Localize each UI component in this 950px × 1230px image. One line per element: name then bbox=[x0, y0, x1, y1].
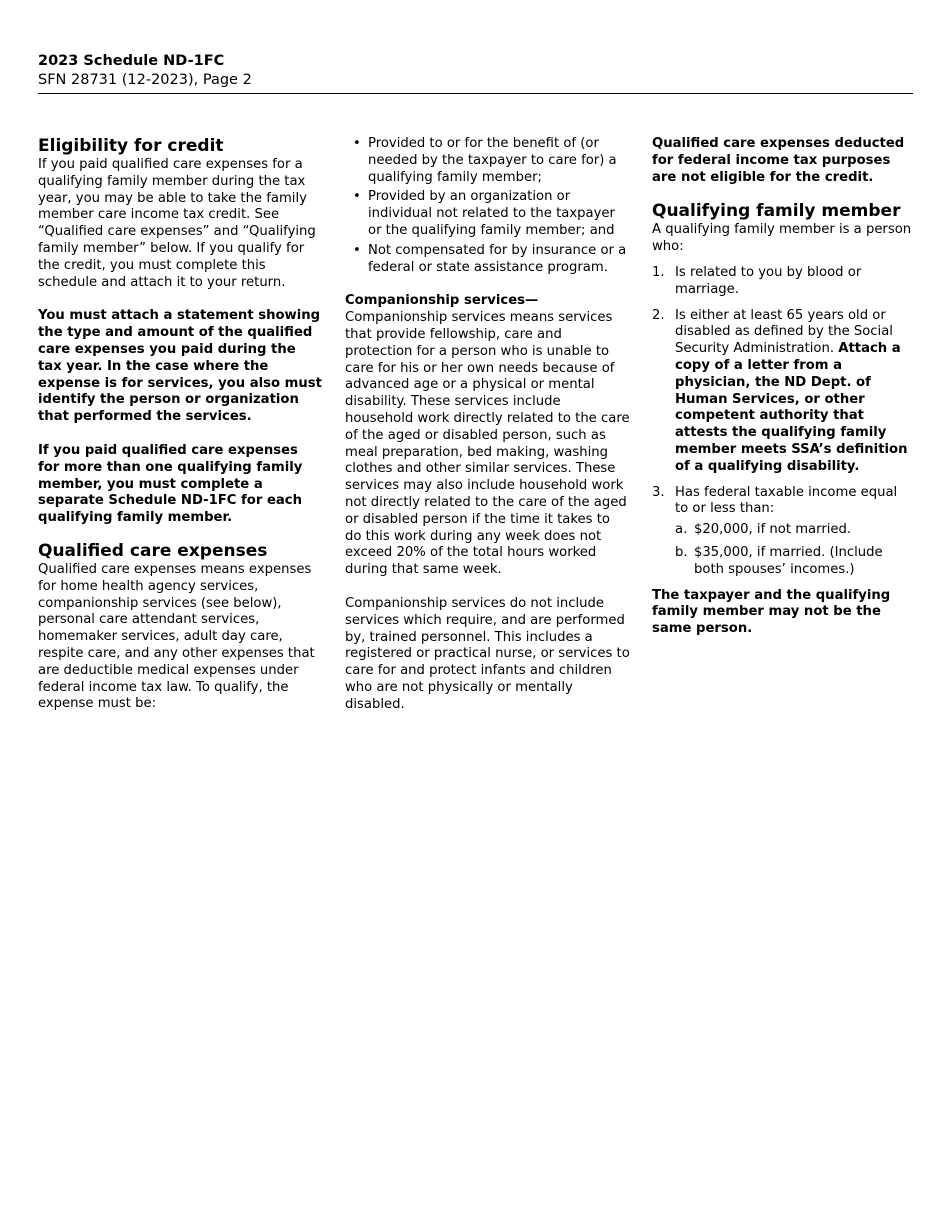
income-threshold-list bbox=[675, 522, 914, 578]
item-text: Is either at least 65 years old or disabled as defined by the Social Security Administration. bbox=[675, 307, 893, 357]
list-item bbox=[345, 136, 630, 186]
criteria-text: Not compensated for by insurance or a federal or state assistance program. bbox=[368, 242, 627, 275]
companionship-dash: — bbox=[525, 293, 539, 309]
item-text: Is related to you by blood or marriage. bbox=[675, 264, 862, 297]
list-item bbox=[652, 308, 914, 476]
list-item bbox=[675, 545, 914, 579]
federal-deduction-note: Qualified care expenses deducted for federal income tax purposes are not eligible for the credit. bbox=[652, 136, 905, 185]
header-divider bbox=[38, 93, 913, 94]
column-3 bbox=[652, 136, 914, 655]
criteria-text: Provided by an organization or individual not related to the taxpayer or the qualifying family member; and bbox=[368, 189, 615, 238]
qualifying-member-heading: Qualifying family member bbox=[652, 201, 901, 222]
threshold-text: $35,000, if married. (Include both spouses’ incomes.) bbox=[694, 544, 883, 577]
eligibility-text: If you paid qualified care expenses for a qualifying family member during the tax year, you may be able to take the family member care income tax credit. See “Qualified care expenses” and “Qualifying family member” below. If you qualify for the credit, you must complete this schedule and attach it to your return. bbox=[38, 157, 316, 290]
companionship-label: Companionship services bbox=[345, 293, 525, 309]
eligibility-heading: Eligibility for credit bbox=[38, 136, 224, 156]
companionship-exclusion: Companionship services do not include services which require, and are performed by, trained personnel. This includes a registered or practical nurse, or services to care for and protect infants and children who are not physically or mentally disabled. bbox=[345, 595, 630, 712]
column-2 bbox=[345, 136, 630, 731]
qualified-expenses-text: Qualified care expenses means expenses for home health agency services, companionship services (see below), personal care attendant services, homemaker services, adult day care, respite care, and any other expenses that are deductible medical expenses under federal income tax law. To qualify, the expense must be: bbox=[38, 561, 315, 712]
companionship-text: Companionship services means services that provide fellowship, care and protection for a person who is unable to care for his or her own needs because of advanced age or a physical or mental disability. These services include household work directly related to the care of the aged or disabled person, such as meal preparation, bed making, washing clothes and other similar services. These services may also include household work not directly related to the care of the aged or disabled person if the time it takes to do this work during any week does not exceed 20% of the total hours worked during that same week. bbox=[345, 310, 630, 578]
expense-criteria-list bbox=[345, 136, 630, 276]
closing-note: The taxpayer and the qualifying family member may not be the same person. bbox=[652, 587, 891, 637]
list-item bbox=[675, 522, 914, 539]
list-item bbox=[345, 243, 630, 277]
form-title: 2023 Schedule ND-1FC bbox=[38, 53, 225, 69]
column-1 bbox=[38, 136, 323, 730]
qualifying-member-list bbox=[652, 265, 914, 579]
statement-requirement: You must attach a statement showing the type and amount of the qualified care expenses you paid during the tax year. In the case where the expense is for services, you also must identify the person or organization that performed the services. bbox=[38, 308, 322, 425]
bullet-icon: • bbox=[353, 136, 361, 151]
bullet-icon: • bbox=[353, 189, 361, 205]
companionship-paragraph bbox=[345, 293, 630, 579]
qualified-expenses-heading: Qualified care expenses bbox=[38, 540, 268, 561]
criteria-text: Provided to or for the benefit of (or needed by the taxpayer to care for) a qualifying family member; bbox=[368, 136, 617, 185]
list-item bbox=[345, 189, 630, 239]
item-letter: b. bbox=[675, 544, 688, 560]
form-subtitle: SFN 28731 (12-2023), Page 2 bbox=[38, 72, 252, 88]
bullet-icon: • bbox=[353, 242, 361, 258]
item-number: 2. bbox=[652, 307, 665, 323]
item-number: 3. bbox=[652, 484, 665, 500]
list-item bbox=[652, 265, 914, 299]
qualifying-member-intro: A qualifying family member is a person who: bbox=[652, 222, 912, 255]
multiple-member-requirement: If you paid qualified care expenses for more than one qualifying family member, you must complete a separate Schedule ND-1FC for each qualifying family member. bbox=[38, 442, 303, 526]
item-letter: a. bbox=[675, 522, 688, 538]
item-attachment-requirement: Attach a copy of a letter from a physician, the ND Dept. of Human Services, or other competent authority that attests the qualifying family member meets SSA’s definition of a qualifying disability. bbox=[675, 341, 908, 474]
item-number: 1. bbox=[652, 264, 665, 280]
page-header bbox=[38, 52, 252, 90]
threshold-text: $20,000, if not married. bbox=[694, 522, 852, 538]
item-text: Has federal taxable income equal to or less than: bbox=[675, 484, 898, 517]
list-item bbox=[652, 485, 914, 579]
